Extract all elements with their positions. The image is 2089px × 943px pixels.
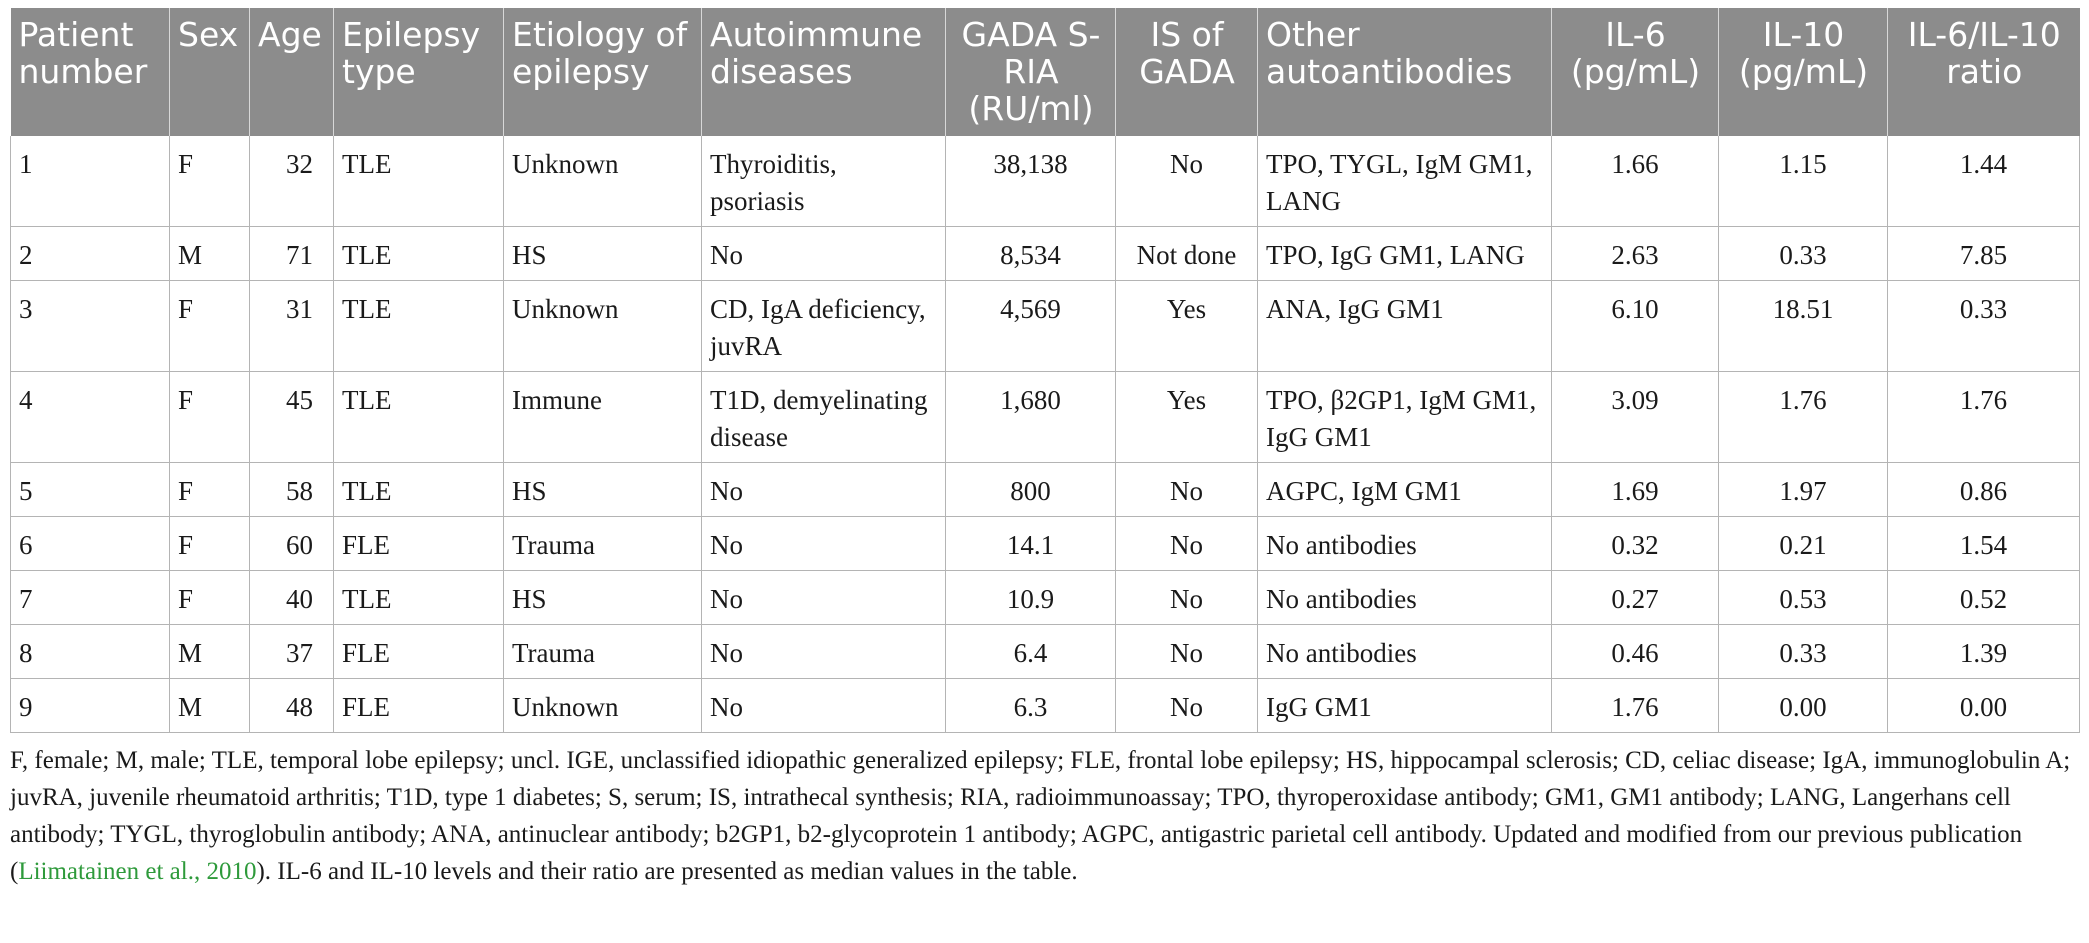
cell-other-autoantibodies: TPO, TYGL, IgM GM1, LANG (1258, 136, 1552, 227)
cell-patient-number: 2 (11, 227, 170, 281)
cell-age: 40 (250, 571, 334, 625)
cell-il10: 0.33 (1719, 227, 1888, 281)
column-header-gada-sria: GADA S-RIA (RU/ml) (946, 8, 1116, 136)
table-row (11, 281, 2080, 372)
cell-patient-number: 7 (11, 571, 170, 625)
cell-sex: M (170, 227, 250, 281)
cell-epilepsy-type: TLE (334, 372, 504, 463)
cell-is-of-gada: Yes (1116, 372, 1258, 463)
cell-autoimmune-diseases: No (702, 463, 946, 517)
table-container (10, 8, 2079, 890)
column-header-epilepsy-type: Epilepsy type (334, 8, 504, 136)
cell-sex: F (170, 281, 250, 372)
cell-other-autoantibodies: No antibodies (1258, 571, 1552, 625)
cell-gada-sria: 6.3 (946, 679, 1116, 733)
cell-gada-sria: 14.1 (946, 517, 1116, 571)
column-header-autoimmune-diseases: Autoimmune diseases (702, 8, 946, 136)
cell-il6: 0.27 (1552, 571, 1719, 625)
citation-link[interactable]: Liimatainen et al., 2010 (18, 858, 257, 885)
cell-etiology: Unknown (504, 281, 702, 372)
cell-age: 45 (250, 372, 334, 463)
column-header-il6: IL-6 (pg/mL) (1552, 8, 1719, 136)
cell-gada-sria: 800 (946, 463, 1116, 517)
cell-etiology: Trauma (504, 517, 702, 571)
cell-autoimmune-diseases: No (702, 227, 946, 281)
cell-il6: 3.09 (1552, 372, 1719, 463)
cell-is-of-gada: No (1116, 679, 1258, 733)
cell-il6: 1.66 (1552, 136, 1719, 227)
cell-other-autoantibodies: No antibodies (1258, 517, 1552, 571)
cell-is-of-gada: No (1116, 571, 1258, 625)
cell-other-autoantibodies: IgG GM1 (1258, 679, 1552, 733)
cell-epilepsy-type: FLE (334, 625, 504, 679)
cell-epilepsy-type: FLE (334, 517, 504, 571)
cell-il6: 1.76 (1552, 679, 1719, 733)
cell-age: 58 (250, 463, 334, 517)
cell-etiology: Unknown (504, 679, 702, 733)
cell-il6-il10-ratio: 0.33 (1888, 281, 2080, 372)
table-row (11, 625, 2080, 679)
cell-epilepsy-type: TLE (334, 571, 504, 625)
cell-is-of-gada: Yes (1116, 281, 1258, 372)
cell-etiology: Immune (504, 372, 702, 463)
cell-il6-il10-ratio: 7.85 (1888, 227, 2080, 281)
cell-il10: 1.97 (1719, 463, 1888, 517)
footnote-text: F, female; M, male; TLE, temporal lobe epilepsy; uncl. IGE, unclassified idiopathic generalized epilepsy; FLE, frontal lobe epilepsy; HS, hippocampal sclerosis; CD, celiac disease; IgA, immunoglobulin A; juvRA, juvenile rheumatoid arthritis; T1D, type 1 diabetes; S, serum; IS, intrathecal synthesis; RIA, radioimmunoassay; TPO, thyroperoxidase antibody; GM1, GM1 antibody; LANG, Langerhans cell antibody; TYGL, thyroglobulin antibody; ANA, antinuclear antibody; b2GP1, b2-glycoprotein 1 antibody; AGPC, antigastric parietal cell antibody. Updated and modified from our previous publication ( (10, 747, 2071, 885)
cell-is-of-gada: No (1116, 136, 1258, 227)
cell-il6-il10-ratio: 1.76 (1888, 372, 2080, 463)
cell-epilepsy-type: FLE (334, 679, 504, 733)
footnote-text-end: ). IL-6 and IL-10 levels and their ratio are presented as median values in the table. (256, 858, 1078, 885)
cell-patient-number: 5 (11, 463, 170, 517)
cell-autoimmune-diseases: No (702, 679, 946, 733)
cell-patient-number: 4 (11, 372, 170, 463)
cell-il6-il10-ratio: 0.52 (1888, 571, 2080, 625)
column-header-patient-number: Patient number (11, 8, 170, 136)
cell-il6: 1.69 (1552, 463, 1719, 517)
cell-is-of-gada: No (1116, 463, 1258, 517)
table-row (11, 372, 2080, 463)
column-header-age: Age (250, 8, 334, 136)
cell-is-of-gada: Not done (1116, 227, 1258, 281)
table-row (11, 571, 2080, 625)
cell-other-autoantibodies: TPO, IgG GM1, LANG (1258, 227, 1552, 281)
table-row (11, 227, 2080, 281)
cell-epilepsy-type: TLE (334, 136, 504, 227)
cell-sex: F (170, 372, 250, 463)
cell-age: 31 (250, 281, 334, 372)
cell-autoimmune-diseases: Thyroiditis, psoriasis (702, 136, 946, 227)
cell-patient-number: 1 (11, 136, 170, 227)
cell-is-of-gada: No (1116, 625, 1258, 679)
cell-etiology: HS (504, 227, 702, 281)
cell-autoimmune-diseases: No (702, 571, 946, 625)
patient-table (10, 8, 2080, 733)
cell-age: 60 (250, 517, 334, 571)
cell-other-autoantibodies: No antibodies (1258, 625, 1552, 679)
table-row (11, 517, 2080, 571)
cell-etiology: Unknown (504, 136, 702, 227)
cell-other-autoantibodies: TPO, β2GP1, IgM GM1, IgG GM1 (1258, 372, 1552, 463)
cell-autoimmune-diseases: CD, IgA deficiency, juvRA (702, 281, 946, 372)
cell-sex: M (170, 625, 250, 679)
cell-age: 48 (250, 679, 334, 733)
cell-il10: 0.21 (1719, 517, 1888, 571)
header-row (11, 8, 2080, 136)
table-row (11, 679, 2080, 733)
cell-patient-number: 3 (11, 281, 170, 372)
cell-age: 37 (250, 625, 334, 679)
cell-il6: 0.32 (1552, 517, 1719, 571)
table-row (11, 136, 2080, 227)
cell-autoimmune-diseases: T1D, demyelinating disease (702, 372, 946, 463)
cell-autoimmune-diseases: No (702, 517, 946, 571)
cell-gada-sria: 10.9 (946, 571, 1116, 625)
cell-il6-il10-ratio: 0.86 (1888, 463, 2080, 517)
table-footnote (10, 742, 2079, 890)
cell-gada-sria: 38,138 (946, 136, 1116, 227)
cell-il6-il10-ratio: 0.00 (1888, 679, 2080, 733)
cell-gada-sria: 1,680 (946, 372, 1116, 463)
cell-etiology: HS (504, 463, 702, 517)
cell-il10: 1.15 (1719, 136, 1888, 227)
cell-patient-number: 8 (11, 625, 170, 679)
cell-il10: 0.00 (1719, 679, 1888, 733)
cell-il10: 1.76 (1719, 372, 1888, 463)
cell-is-of-gada: No (1116, 517, 1258, 571)
cell-sex: F (170, 463, 250, 517)
cell-other-autoantibodies: AGPC, IgM GM1 (1258, 463, 1552, 517)
cell-il6: 6.10 (1552, 281, 1719, 372)
cell-il6: 2.63 (1552, 227, 1719, 281)
cell-gada-sria: 8,534 (946, 227, 1116, 281)
cell-other-autoantibodies: ANA, IgG GM1 (1258, 281, 1552, 372)
cell-etiology: HS (504, 571, 702, 625)
cell-gada-sria: 4,569 (946, 281, 1116, 372)
cell-autoimmune-diseases: No (702, 625, 946, 679)
cell-il10: 18.51 (1719, 281, 1888, 372)
cell-il6-il10-ratio: 1.44 (1888, 136, 2080, 227)
cell-il10: 0.53 (1719, 571, 1888, 625)
cell-sex: F (170, 517, 250, 571)
cell-sex: M (170, 679, 250, 733)
column-header-sex: Sex (170, 8, 250, 136)
cell-age: 32 (250, 136, 334, 227)
cell-patient-number: 9 (11, 679, 170, 733)
cell-epilepsy-type: TLE (334, 281, 504, 372)
cell-etiology: Trauma (504, 625, 702, 679)
cell-epilepsy-type: TLE (334, 227, 504, 281)
cell-sex: F (170, 136, 250, 227)
table-body (11, 136, 2080, 733)
table-row (11, 463, 2080, 517)
column-header-is-of-gada: IS of GADA (1116, 8, 1258, 136)
cell-il6-il10-ratio: 1.39 (1888, 625, 2080, 679)
cell-age: 71 (250, 227, 334, 281)
cell-patient-number: 6 (11, 517, 170, 571)
column-header-other-autoantibodies: Other autoantibodies (1258, 8, 1552, 136)
cell-gada-sria: 6.4 (946, 625, 1116, 679)
cell-il10: 0.33 (1719, 625, 1888, 679)
column-header-il10: IL-10 (pg/mL) (1719, 8, 1888, 136)
cell-il6-il10-ratio: 1.54 (1888, 517, 2080, 571)
cell-epilepsy-type: TLE (334, 463, 504, 517)
column-header-etiology: Etiology of epilepsy (504, 8, 702, 136)
column-header-il6-il10-ratio: IL-6/IL-10 ratio (1888, 8, 2080, 136)
cell-il6: 0.46 (1552, 625, 1719, 679)
cell-sex: F (170, 571, 250, 625)
